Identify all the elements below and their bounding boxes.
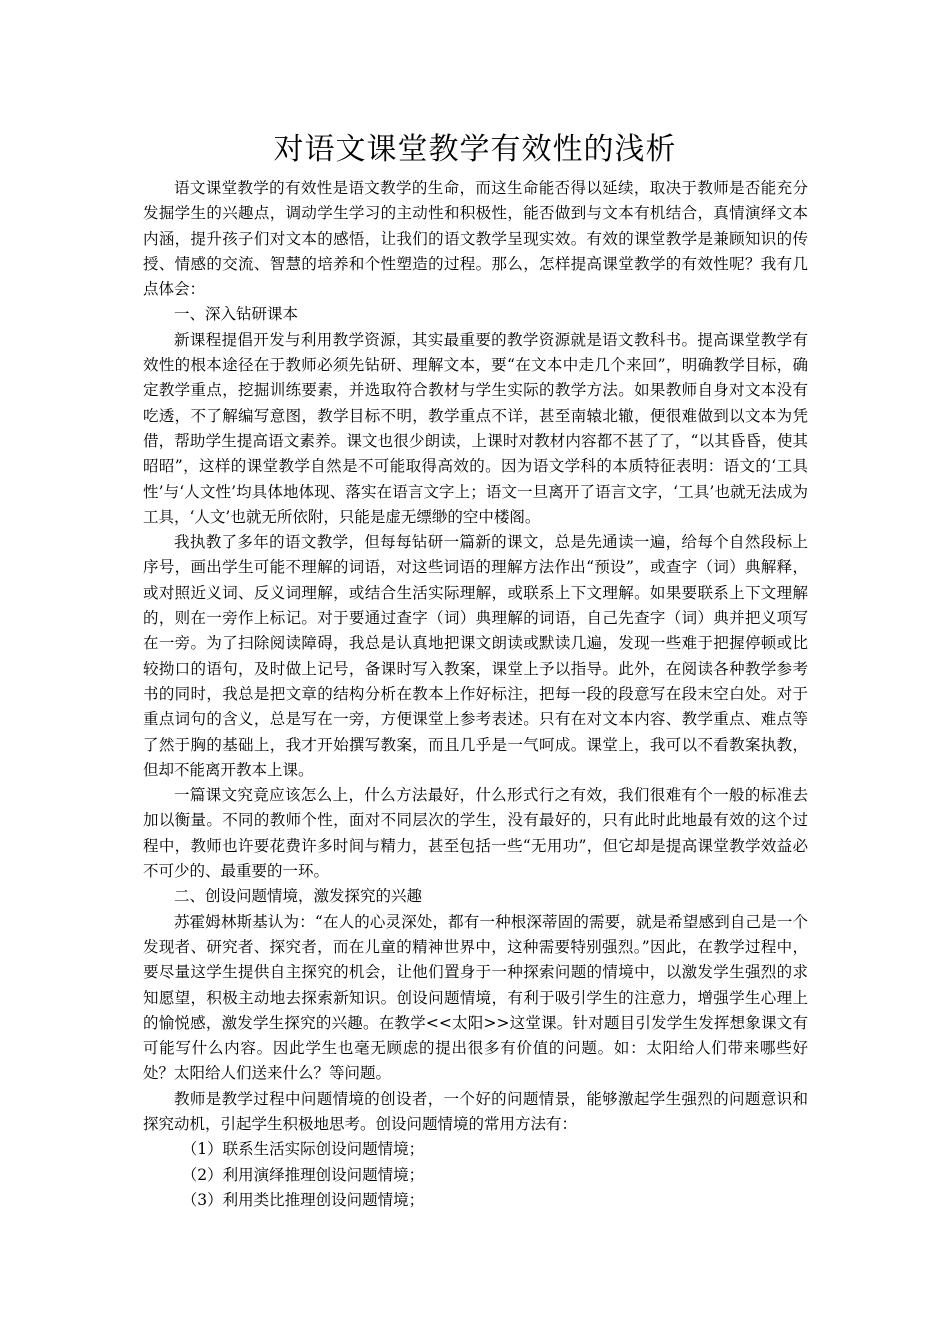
list-item: （1）联系生活实际创设问题情境； [181, 1140, 425, 1159]
document-body [143, 176, 808, 1213]
body-paragraph: 我执教了多年的语文教学，但每每钻研一篇新的课文，总是先通读一遍，给每个自然段标上序号，画出学生可能不理解的词语，对这些词语的理解方法作出“预设”，或查字（词）典解释，或对照近义词、反义词理解，或结合生活实际理解，或联系上下文理解。如果要联系上下文理解的，则在一旁作上标记。对于要通过查字（词）典理解的词语，自己先查字（词）典并把义项写在一旁。为了扫除阅读障碍，我总是认真地把课文朗读或默读几遍，发现一些难于把握停顿或比较拗口的语句，及时做上记号，备课时写入教案，课堂上予以指导。此外，在阅读各种教学参考书的同时，我总是把文章的结构分析在教本上作好标注，把每一段的段意写在段末空白处。对于重点词句的含义，总是写在一旁，方便课堂上参考表述。只有在对文本内容、教学重点、难点等了然于胸的基础上，我才开始撰写教案，而且几乎是一气呵成。课堂上，我可以不看教案执教，但却不能离开教本上课。 [143, 533, 808, 779]
document-title: 对语文课堂教学有效性的浅析 [273, 132, 677, 167]
body-paragraph: 苏霍姆林斯基认为：“在人的心灵深处，都有一种根深蒂固的需要，就是希望感到自己是一个发现者、研究者、探究者，而在儿童的精神世界中，这种需要特别强烈。”因此，在教学过程中，要尽量这学生提供自主探究的机会，让他们置身于一种探索问题的情境中，以激发学生强烈的求知愿望，积极主动地去探索新知识。创设问题情境，有利于吸引学生的注意力，增强学生心理上的愉悦感，激发学生探究的兴趣。在教学<<太阳>>这堂课。针对题目引发学生发挥想象课文有可能写什么内容。因此学生也毫无顾虑的提出很多有价值的问题。如：太阳给人们带来哪些好处？太阳给人们送来什么？等问题。 [143, 912, 808, 1083]
intro-paragraph: 语文课堂教学的有效性是语文教学的生命，而这生命能否得以延续，取决于教师是否能充分发掘学生的兴趣点，调动学生学习的主动性和积极性，能否做到与文本有机结合，真情演绎文本内涵，提升孩子们对文本的感悟，让我们的语文教学呈现实效。有效的课堂教学是兼顾知识的传授、情感的交流、智慧的培养和个性塑造的过程。那么，怎样提高课堂教学的有效性呢？我有几点体会： [143, 179, 808, 299]
section-heading-1: 一、深入钻研课本 [174, 305, 299, 324]
list-item: （2）利用演绎推理创设问题情境； [181, 1165, 425, 1184]
body-paragraph: 教师是教学过程中问题情境的创设者，一个好的问题情景，能够激起学生强烈的问题意识和探究动机，引起学生积极地思考。创设问题情境的常用方法有： [143, 1089, 808, 1133]
list-item: （3）利用类比推理创设问题情境； [181, 1190, 425, 1209]
body-paragraph: 新课程提倡开发与利用教学资源，其实最重要的教学资源就是语文教科书。提高课堂教学有效性的根本途径在于教师必须先钻研、理解文本，要“在文本中走几个来回”，明确教学目标，确定教学重点，挖掘训练要素，并选取符合教材与学生实际的教学方法。如果教师自身对文本没有吃透，不了解编写意图，教学目标不明，教学重点不详，甚至南辕北辙，便很难做到以文本为凭借，帮助学生提高语文素养。课文也很少朗读，上课时对教材内容都不甚了了，“以其昏昏，使其昭昭”，这样的课堂教学自然是不可能取得高效的。因为语文学科的本质特征表明：语文的‘工具性’与‘人文性’均具体地体现、落实在语言文字上；语文一旦离开了语言文字，‘工具’也就无法成为工具，‘人文’也就无所依附，只能是虚无缥缈的空中楼阁。 [143, 330, 808, 526]
section-heading-2: 二、创设问题情境，激发探究的兴趣 [174, 887, 423, 906]
body-paragraph: 一篇课文究竟应该怎么上，什么方法最好，什么形式行之有效，我们很难有个一般的标准去加以衡量。不同的教师个性，面对不同层次的学生，没有最好的，只有此时此地最有效的这个过程中，教师也许要花费许多时间与精力，甚至包括一些“无用功”，但它却是提高课堂教学效益必不可少的、最重要的一环。 [143, 786, 808, 881]
